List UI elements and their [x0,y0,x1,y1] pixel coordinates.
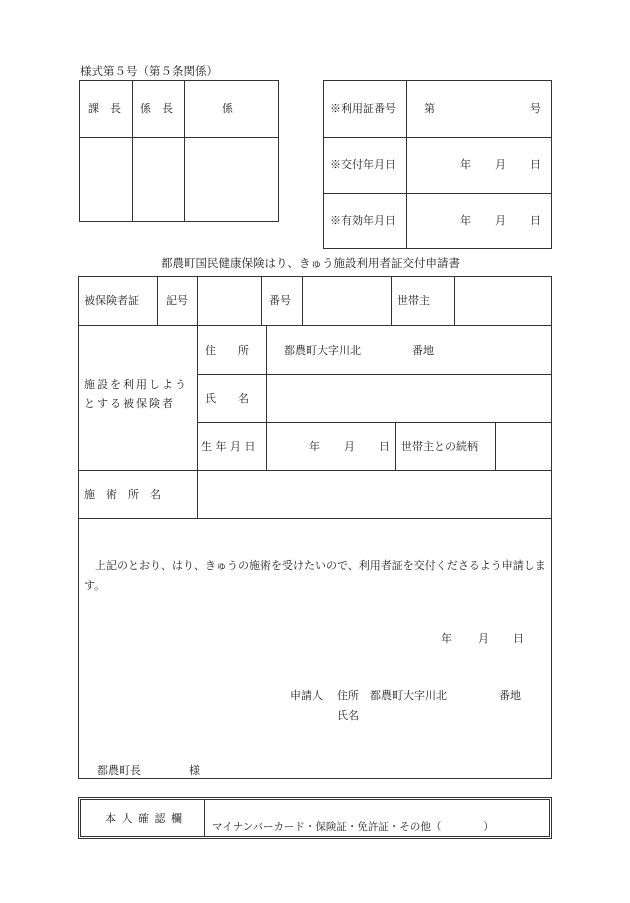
insured-card-label: 被保険者証 [84,294,139,307]
office-use-box: ※利用証番号 第 号 ※交付年月日 年 月 日 ※有効年月日 年 月 日 [323,80,552,249]
application-statement: 上記のとおり、はり、きゅうの施術を受けたいので、利用者証を交付くださるよう申請します。 [84,559,546,592]
address-label: 住 所 [205,344,249,357]
valid-date-label: ※有効年月日 [330,214,396,227]
household-head-label: 世帯主 [397,294,430,307]
section-chief-label: 課 長 [88,102,121,115]
issue-date-label: ※交付年月日 [330,158,396,171]
form-title: 都農町国民健康保険はり、きゅう施設利用者証交付申請書 [161,256,460,270]
identity-documents: マイナンバーカード・保険証・免許証・その他（ ） [212,821,494,833]
symbol-label: 記号 [166,294,188,307]
facility-user-label: 施設を利用しようとする被保険者 [84,378,188,410]
name-label: 氏 名 [205,392,249,405]
identity-check-label: 本 人 確 認 欄 [105,812,183,825]
applicant-name-label: 氏名 [337,709,359,722]
identity-check-box [78,797,552,839]
applicant-label: 申請人 [290,689,323,702]
subsection-chief-label: 係 長 [140,102,173,115]
main-form: 被保険者証 記号 番号 世帯主 施設を利用しようとする被保険者 住 所 都農町大字川北 番地 氏 名 生 年 月 日 年 月 日 世帯主との続柄 施 術 所 名 上記のとおり、はり、きゅうの施術を受けたいので、利用者証を交付くださるよう申請します。 年 月 日 申請人 住所 都農町大字川北 番地 氏名 都農町長 様 [78,276,552,779]
relation-label: 世帯主との続柄 [401,440,478,453]
honorific-label: 様 [189,764,200,777]
form-number: 様式第５号（第５条関係） [80,64,218,78]
applicant-address-suffix: 番地 [499,689,521,702]
number-label: 番号 [269,294,291,307]
birth-date-label: 生 年 月 日 [201,440,256,453]
address-suffix: 番地 [412,344,434,357]
card-number-prefix: 第 [424,102,435,115]
card-number-suffix: 号 [530,102,541,115]
approval-stamp-box [79,80,279,222]
staff-label: 係 [222,102,233,115]
applicant-address-label: 住所 [337,689,359,702]
clinic-name-label: 施 術 所 名 [84,488,161,501]
applicant-address-value: 都農町大字川北 [370,689,447,702]
address-value: 都農町大字川北 [284,344,361,357]
mayor-label: 都農町長 [97,764,141,777]
card-number-label: ※利用証番号 [330,102,396,115]
